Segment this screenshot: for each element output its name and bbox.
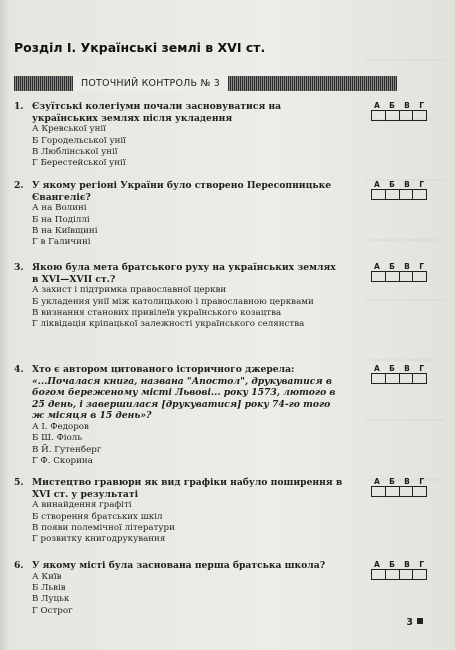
question-text: У якому регіоні України було створено Пересопницьке Євангеліє? bbox=[32, 180, 332, 203]
answer-box-a[interactable] bbox=[372, 272, 386, 281]
option-a: А Кревської унії bbox=[32, 124, 106, 135]
question-6 bbox=[14, 560, 344, 617]
question-number: 6. bbox=[14, 560, 24, 571]
answer-box-c[interactable] bbox=[400, 570, 414, 579]
option-d: Г в Галичині bbox=[32, 237, 91, 248]
question-text: Єзуїтські колегіуми почали засновуватися на українських землях після укладення bbox=[32, 101, 282, 124]
option-b: Б Ш. Фіоль bbox=[32, 433, 83, 444]
question-number: 1. bbox=[14, 101, 24, 112]
answer-box-b[interactable] bbox=[386, 374, 400, 383]
page-footer bbox=[406, 617, 423, 628]
option-c: В Луцьк bbox=[32, 594, 70, 605]
option-d: Г розвитку книгодрукування bbox=[32, 534, 166, 545]
question-text: Якою була мета братського руху на українських землях в XVI—XVII ст.? bbox=[32, 262, 336, 285]
option-b: Б Городельської унії bbox=[32, 135, 126, 146]
option-c: В появи полемічної літератури bbox=[32, 523, 175, 533]
answer-box-a[interactable] bbox=[372, 111, 386, 120]
answer-box-c[interactable] bbox=[400, 374, 414, 383]
show-through-texture bbox=[355, 0, 455, 650]
answer-box-b[interactable] bbox=[386, 111, 400, 120]
option-d: Г Ф. Скорина bbox=[32, 456, 93, 467]
page-number: 3 bbox=[406, 617, 413, 628]
answer-box-d[interactable] bbox=[413, 190, 426, 199]
option-b: Б Львів bbox=[32, 583, 66, 593]
answer-box-a[interactable] bbox=[372, 570, 386, 579]
question-number: 5. bbox=[14, 477, 24, 488]
option-c: В Й. Гутенберг bbox=[32, 444, 102, 455]
answer-grid-3: А Б В Г bbox=[371, 262, 427, 282]
question-1 bbox=[14, 101, 344, 170]
question-4 bbox=[14, 364, 344, 468]
answer-box-a[interactable] bbox=[372, 374, 386, 383]
option-a: А на Волині bbox=[32, 203, 87, 214]
option-a: А І. Федоров bbox=[32, 421, 89, 432]
control-banner bbox=[14, 76, 397, 91]
answer-box-d[interactable] bbox=[413, 272, 426, 281]
question-3 bbox=[14, 262, 344, 331]
question-text: Хто є автором цитованого історичного джерела: «...Почалася книга, названа "Апостол", друкуватися в богом береженому місті Львові... року 1573, лютого в 25 день, і завершилася [друкуватися] року 74-го того ж місяця в 15 день»? bbox=[32, 364, 336, 422]
option-b: Б на Поділлі bbox=[32, 214, 90, 225]
answer-grid-6: А Б В Г bbox=[371, 560, 427, 580]
answer-box-d[interactable] bbox=[413, 374, 426, 383]
question-text: Мистецтво гравюри як вид графіки набуло поширення в XVI ст. у результаті bbox=[32, 477, 343, 500]
option-c: В на Київщині bbox=[32, 226, 98, 236]
answer-box-c[interactable] bbox=[400, 111, 414, 120]
answer-box-b[interactable] bbox=[386, 487, 400, 496]
section-title: Розділ I. Українські землі в XVI ст. bbox=[14, 40, 266, 55]
historical-quote: «...Почалася книга, названа "Апостол", друкуватися в богом береженому місті Львові... року 1573, лютого в 25 день, і завершилася [друкуватися] року 74-го того ж місяця в 15 день»? bbox=[32, 375, 336, 422]
answer-box-b[interactable] bbox=[386, 190, 400, 199]
option-d: Г ліквідація кріпацької залежності українського селянства bbox=[32, 319, 305, 330]
answer-grid-4: А Б В Г bbox=[371, 364, 427, 384]
banner-label: ПОТОЧНИЙ КОНТРОЛЬ № 3 bbox=[72, 76, 229, 91]
question-number: 3. bbox=[14, 262, 24, 273]
option-d: Г Берестейської унії bbox=[32, 158, 126, 169]
answer-grid-1: А Б В Г bbox=[371, 101, 427, 121]
answer-grid-2: А Б В Г bbox=[371, 180, 427, 200]
answer-box-d[interactable] bbox=[413, 111, 426, 120]
answer-box-d[interactable] bbox=[413, 487, 426, 496]
option-c: В Люблінської унії bbox=[32, 147, 118, 157]
option-a: А винайдення графіті bbox=[32, 500, 132, 511]
option-a: А Київ bbox=[32, 571, 62, 582]
answer-box-b[interactable] bbox=[386, 570, 400, 579]
answer-grid-5: А Б В Г bbox=[371, 477, 427, 497]
option-a: А захист і підтримка православної церкви bbox=[32, 285, 227, 296]
question-number: 4. bbox=[14, 364, 24, 375]
answer-box-d[interactable] bbox=[413, 570, 426, 579]
option-b: Б створення братських шкіл bbox=[32, 511, 163, 522]
answer-box-c[interactable] bbox=[400, 272, 414, 281]
answer-box-b[interactable] bbox=[386, 272, 400, 281]
question-number: 2. bbox=[14, 180, 24, 191]
answer-box-c[interactable] bbox=[400, 190, 414, 199]
question-5 bbox=[14, 477, 344, 546]
answer-box-a[interactable] bbox=[372, 487, 386, 496]
answer-box-c[interactable] bbox=[400, 487, 414, 496]
square-marker-icon bbox=[417, 618, 423, 624]
option-b: Б укладення унії між католицькою і православною церквами bbox=[32, 296, 314, 307]
option-d: Г Острог bbox=[32, 605, 73, 616]
question-text: У якому місті була заснована перша братська школа? bbox=[32, 560, 326, 571]
option-c: В визнання станових привілеїв українського козацтва bbox=[32, 308, 282, 318]
answer-box-a[interactable] bbox=[372, 190, 386, 199]
question-2 bbox=[14, 180, 344, 249]
